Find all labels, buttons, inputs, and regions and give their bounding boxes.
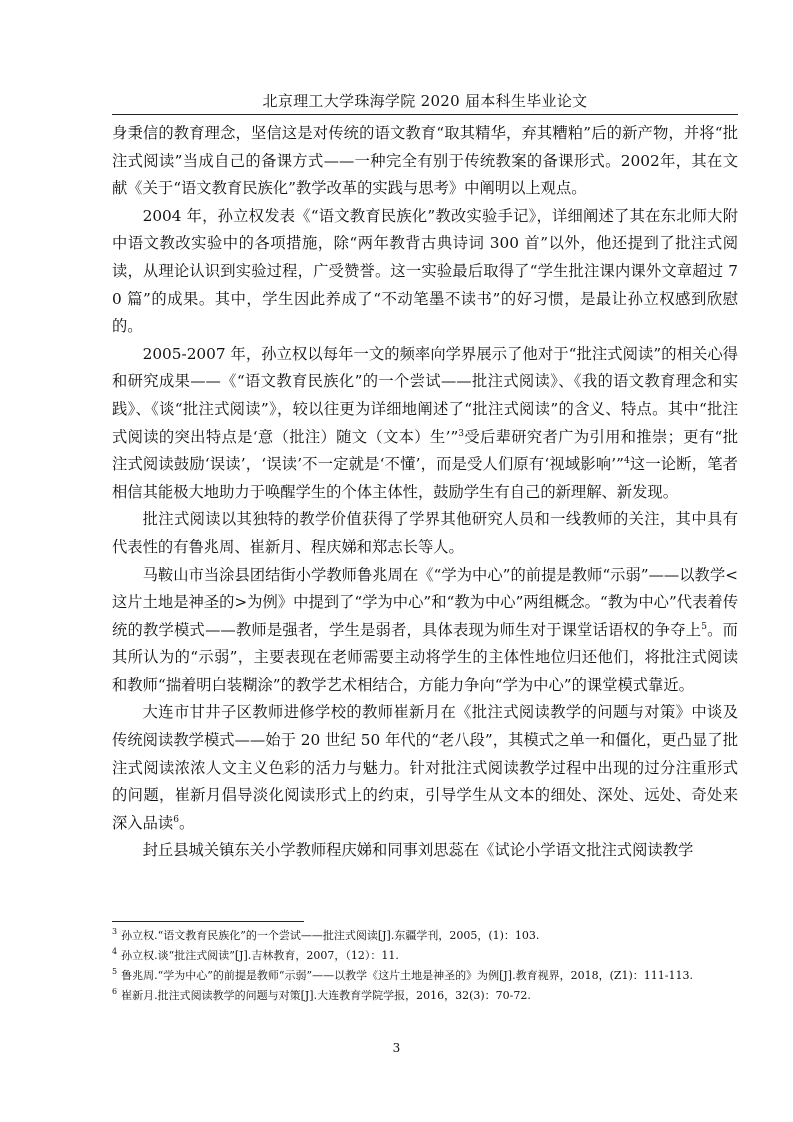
body-text [112,120,738,865]
paragraph-5 [112,562,738,700]
footnote-item [112,967,738,984]
paragraph-6-part-a: 大连市甘井子区教师进修学校的教师崔新月在《批注式阅读教学的问题与对策》中谈及传统阅读教学模式——始于 20 世纪 50 年代的“老八段”，其模式之单一和僵化，更凸显了批注式阅读浓浓人文主义色彩的活力与魅力。针对批注式阅读教学过程中出现的过分注重形式的问题，崔新月倡导淡化阅读形式上的约束，引导学生从文本的细处、深处、远处、奇处来深入品读 [112,703,738,832]
running-header: 北京理工大学珠海学院 2020 届本科生毕业论文 [262,92,588,110]
page-number: 3 [392,1041,401,1055]
footnote-text: 孙立权.“语文教育民族化”的一个尝试——批注式阅读[J].东疆学刊，2005，(1)：103. [121,929,540,942]
paragraph-3-part-b: 受后辈研究者广为引用和推崇；更有“批注式阅读鼓励‘误读’，‘误读’不一定就是‘不懂’，而是受人们原有‘视域影响’” [112,427,739,474]
paragraph-5-part-a: 马鞍山市当涂县团结街小学教师鲁兆周在《“学为中心”的前提是教师“示弱”——以教学<这片土地是神圣的>为例》中提到了“学为中心”和“教为中心”两组概念。“教为中心”代表着传统的教学模式——教师是强者，学生是弱者，具体表现为师生对于课堂话语权的争夺上 [112,565,738,639]
footnote-item [112,987,738,1004]
footnote-item [112,947,738,964]
paragraph-4: 批注式阅读以其独特的教学价值获得了学界其他研究人员和一线教师的关注，其中具有代表性的有鲁兆周、崔新月、程庆娣和郑志长等人。 [112,510,738,556]
paragraph-7: 封丘县城关镇东关小学教师程庆娣和同事刘思蕊在《试论小学语文批注式阅读教学 [142,841,694,860]
paragraph-6-part-b: 。 [178,813,195,832]
paragraph-3-part-a: 2005-2007 年，孙立权以每年一文的频率向学界展示了他对于“批注式阅读”的相关心得和研究成果——《“语文教育民族化”的一个尝试——批注式阅读》、《我的语文教育理念和实践》、《谈“批注式阅读”》，较以往更为详细地阐述了“批注式阅读”的含义、特点。其中“批注式阅读的突出特点是‘意（批注）随文（文本）生’” [112,344,738,446]
footnote-ref-5[interactable]: 5 [701,621,707,632]
footnote-number: 4 [112,947,118,957]
footnote-ref-6[interactable]: 6 [173,814,179,825]
paragraph-1: 身秉信的教育理念，坚信这是对传统的语文教育“取其精华，弃其糟粕”后的新产物，并将“批注式阅读”当成自己的备课方式——一种完全有别于传统教案的备课形式。2002年，其在文献《关于“语文教育民族化”教学改革的实践与思考》中阐明以上观点。 [112,124,738,198]
footnote-item [112,927,738,944]
footnote-number: 3 [112,927,118,937]
paragraph-3-part-c: 这一论断，笔者相信其能极大地助力于唤醒学生的个体主体性，鼓励学生有自己的新理解、新发现。 [112,455,738,501]
header-rule [112,114,738,115]
footnote-ref-4[interactable]: 4 [623,456,630,467]
paragraph-2: 2004 年，孙立权发表《“语文教育民族化”教改实验手记》，详细阐述了其在东北师大附中语文教改实验中的各项措施，除“两年教背古典诗词 300 首”以外，他还提到了批注式阅读，从理论认识到实验过程，广受赞誉。这一实验最后取得了“学生批注课内课外文章超过 70 篇”的成果。其中，学生因此养成了“不动笔墨不读书”的好习惯，是最让孙立权感到欣慰的。 [112,206,738,336]
footnote-number: 5 [112,967,118,977]
paragraph-3 [112,341,738,507]
footnote-text: 孙立权.谈“批注式阅读”[J].吉林教育，2007，（12）：11. [121,949,399,962]
footnote-number: 6 [112,987,118,997]
footnote-text: 鲁兆周.“学为中心”的前提是教师“示弱”——以教学《这片土地是神圣的》为例[J].教育视界，2018，(Z1)：111-113. [121,969,693,982]
footnote-rule [112,921,304,922]
paragraph-5-part-b: 。而其所认为的“示弱”，主要表现在老师需要主动将学生的主体性地位归还他们，将批注式阅读和教师“揣着明白装糊涂”的教学艺术相结合，方能力争向“学为中心”的课堂模式靠近。 [112,620,738,694]
footnote-ref-3[interactable]: 3 [458,428,465,439]
paragraph-6 [112,699,738,837]
footnote-text: 崔新月.批注式阅读教学的问题与对策[J].大连教育学院学报，2016，32(3)：70-72. [121,989,531,1002]
footnotes [112,927,738,1007]
